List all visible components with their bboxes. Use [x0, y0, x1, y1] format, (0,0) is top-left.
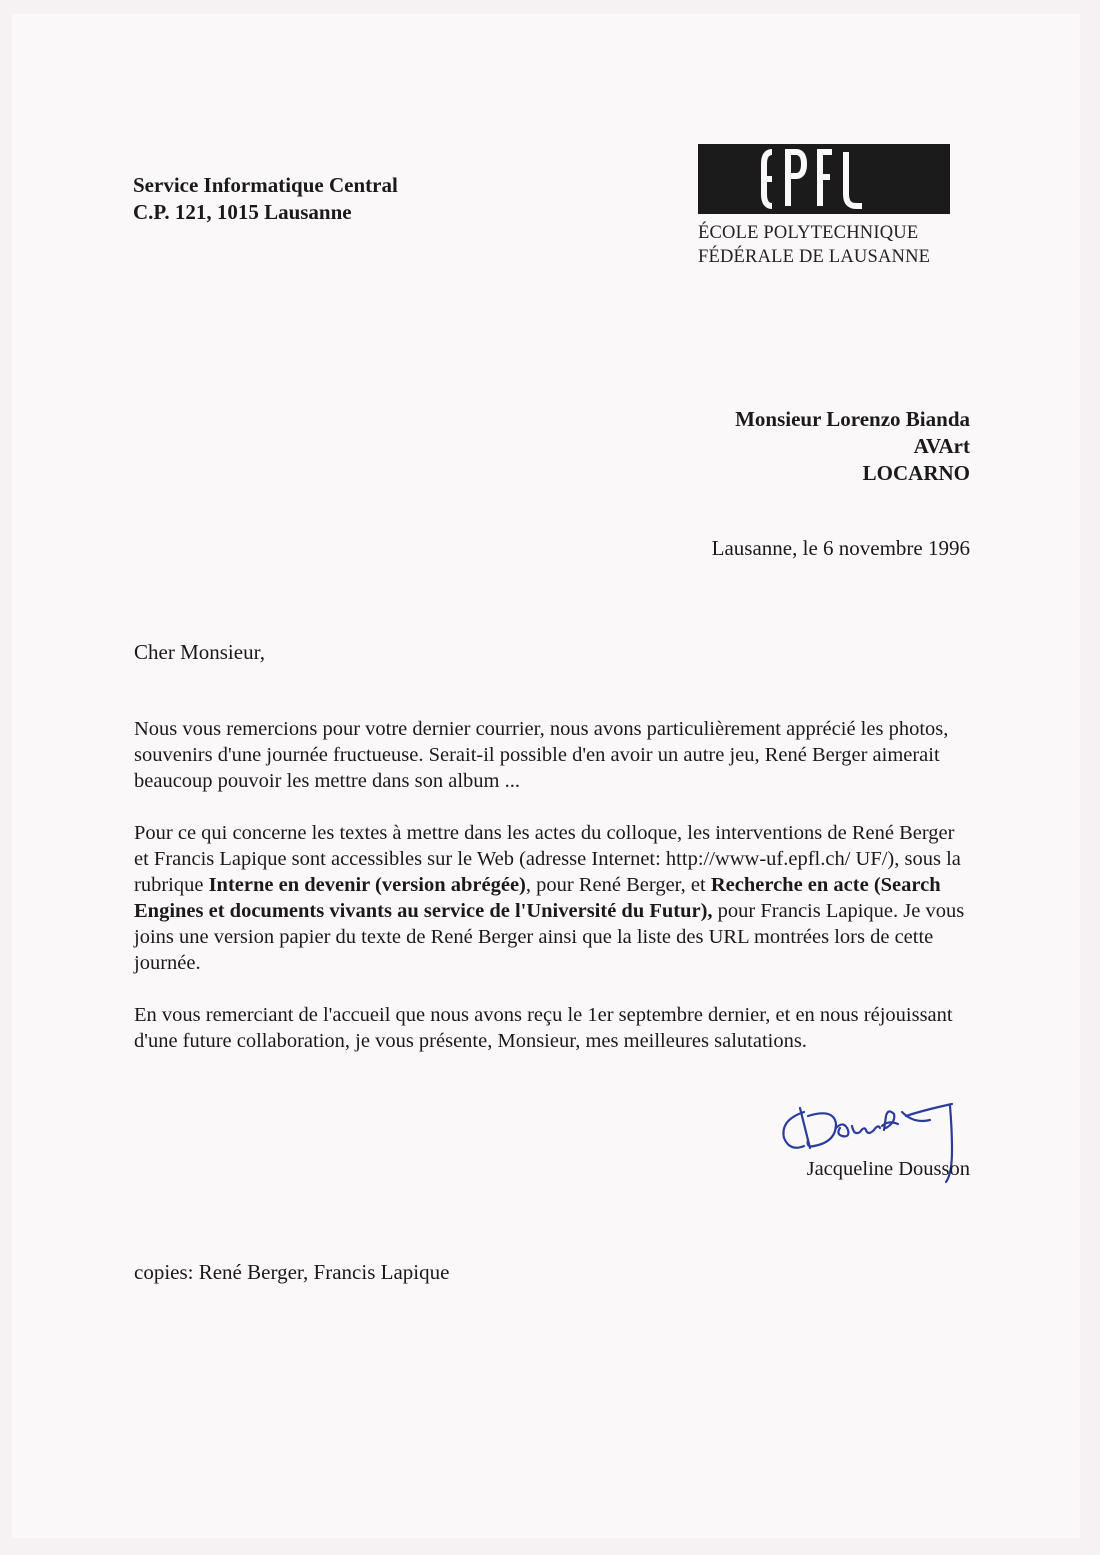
paragraph-2-bold-2: Recherche en acte (Search Engines et documents vivants au service de l'Université du Futur),: [134, 874, 941, 922]
recipient-name: Monsieur Lorenzo Bianda: [735, 407, 970, 431]
paragraph-2-text-3: pour Francis Lapique. Je vous joins une version papier du texte de René Berger ainsi que la liste des URL montrées lors de cette journée.: [134, 900, 965, 974]
logo-line-1: ÉCOLE POLYTECHNIQUE: [698, 223, 919, 243]
epfl-logo-mark: [698, 144, 950, 214]
sender-line-2: C.P. 121, 1015 Lausanne: [133, 200, 352, 224]
recipient-org: AVArt: [913, 434, 970, 458]
logo-line-2: FÉDÉRALE DE LAUSANNE: [698, 247, 931, 267]
paragraph-2-bold-1: Interne en devenir (version abrégée): [208, 874, 526, 896]
sender-address: [133, 172, 398, 226]
epfl-wordmark-icon: [758, 144, 888, 214]
letter-body: [134, 716, 972, 1080]
epfl-logo: [698, 144, 950, 269]
signatory-name: Jacqueline Dousson: [806, 1158, 970, 1180]
paragraph-1: Nous vous remercions pour votre dernier courrier, nous avons particulièrement apprécié les photos, souvenirs d'une journée fructueuse. Serait-il possible d'en avoir un autre jeu, René Berger aimerait beaucoup pouvoir les mettre dans son album ...: [134, 718, 949, 792]
recipient-city: LOCARNO: [862, 461, 970, 485]
letter-date: Lausanne, le 6 novembre 1996: [711, 536, 970, 560]
paragraph-2-text-1: Pour ce qui concerne les textes à mettre dans les actes du colloque, les interventions de René Berger et Francis Lapique sont accessibles sur le Web (adresse Internet: http://www-uf.epfl.ch/ UF/), sous la rubrique: [134, 822, 961, 896]
paragraph-3: En vous remerciant de l'accueil que nous avons reçu le 1er septembre dernier, et en nous réjouissant d'une future collaboration, je vous présente, Monsieur, mes meilleures salutations.: [134, 1004, 953, 1052]
salutation: Cher Monsieur,: [134, 640, 265, 664]
paragraph-2: [134, 820, 972, 976]
copies-line: copies: René Berger, Francis Lapique: [134, 1260, 450, 1284]
sender-line-1: Service Informatique Central: [133, 173, 398, 197]
paragraph-2-text-2: , pour René Berger, et: [525, 874, 711, 896]
recipient-address: [735, 406, 970, 487]
